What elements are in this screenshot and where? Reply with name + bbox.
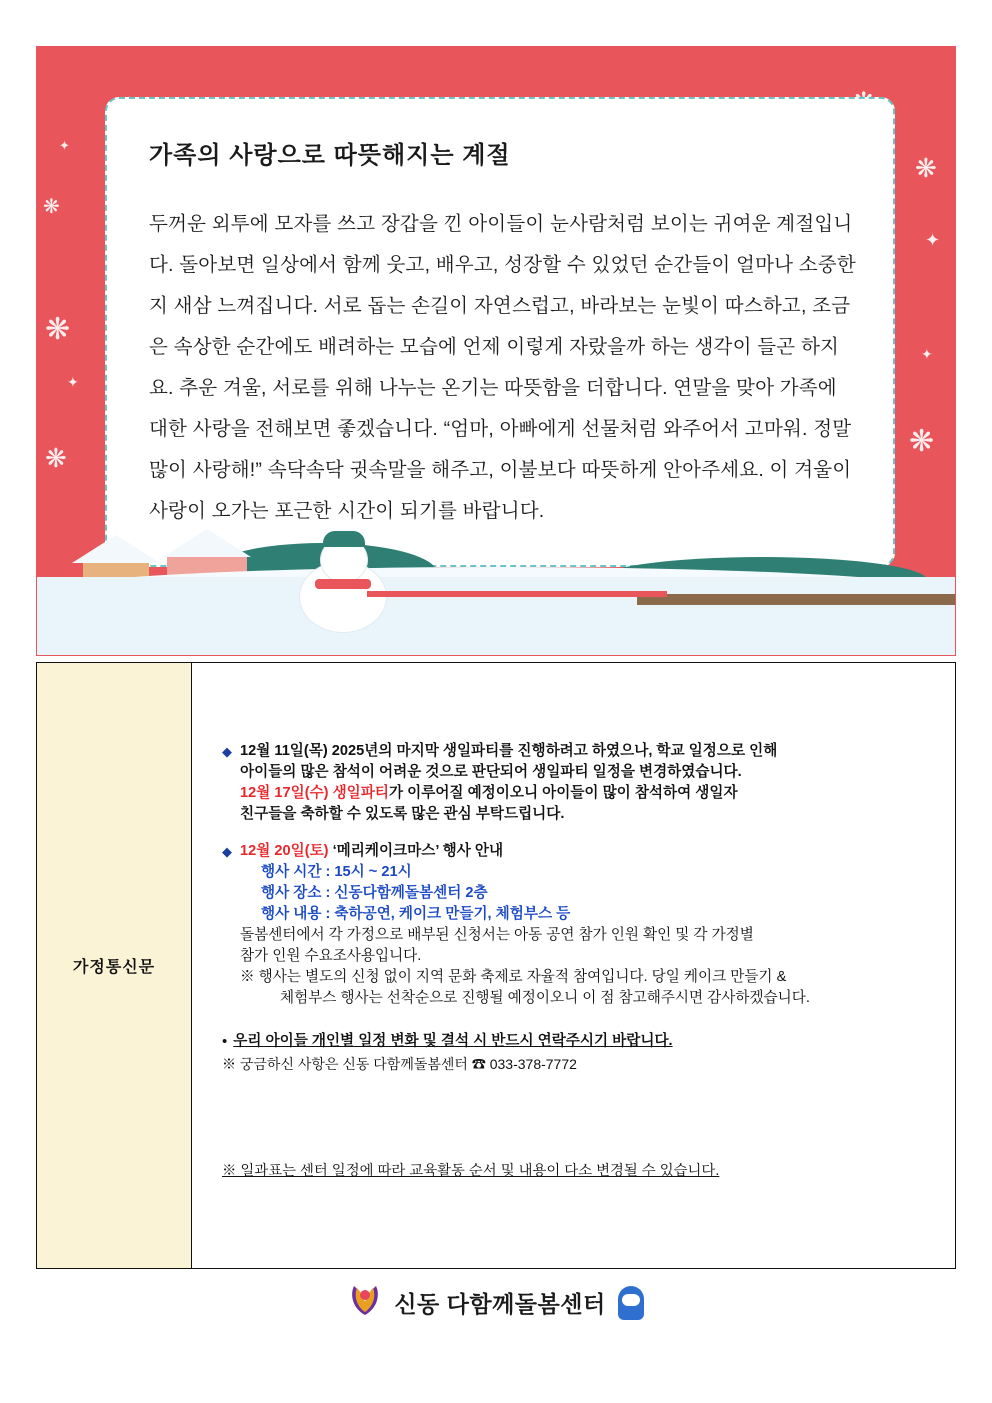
dot-bullet-icon: • [222, 1033, 228, 1050]
notice-item1-line3-highlight: 12월 17일(수) 생일파티 [240, 785, 389, 801]
snowflake-icon: ✦ [67, 374, 79, 390]
notice-item2-title: ‘메리케이크마스’ 행사 안내 [332, 843, 504, 859]
notice-table [36, 662, 956, 1269]
house-roof [72, 535, 160, 563]
house-roof [163, 529, 251, 557]
notice-item2-time: 행사 시간 : 15시 ~ 21시 [261, 864, 412, 880]
footer [0, 1282, 992, 1323]
notice-item-3 [222, 1031, 929, 1052]
letter-title: 가족의 사랑으로 따뜻해지는 계절 [149, 142, 511, 169]
notice-footnote-text: ※ 일과표는 센터 일정에 따라 교육활동 순서 및 내용이 다소 변경될 수 있습니다. [222, 1163, 720, 1179]
snowflake-icon: ✦ [925, 230, 941, 250]
snowflake-icon: ✦ [59, 138, 70, 153]
phone-icon: ☎ [471, 1056, 486, 1072]
notice-item2-note2: 체험부스 행사는 선착순으로 진행될 예정이오니 이 점 참고해주시면 감사하겠습니다. [280, 990, 810, 1006]
snowflake-icon: ✦ [921, 346, 933, 362]
mascot-icon [618, 1286, 644, 1320]
notice-item1-line1: 12월 11일(목) 2025년의 마지막 생일파티를 진행하려고 하였으나, 학교 일정으로 인해 [240, 743, 778, 759]
notice-item1-line2: 아이들의 많은 참석이 어려운 것으로 판단되어 생일파티 일정을 변경하였습니다. [240, 764, 742, 780]
notice-item-2 [222, 841, 929, 1009]
snowflake-icon: ❋ [45, 443, 67, 473]
snowman-hat [323, 531, 365, 547]
winter-scene [37, 525, 955, 655]
snowflake-icon: ❋ [915, 153, 937, 183]
notice-item2-note1: ※ 행사는 별도의 신청 없이 지역 문화 축제로 자율적 참여입니다. 당일 케이크 만들기 & [240, 969, 787, 985]
snowman-scarf [315, 579, 371, 589]
notice-label: 가정통신문 [37, 663, 192, 1268]
banner [36, 46, 956, 656]
center-name: 신동 다함께돌봄센터 [394, 1291, 606, 1317]
notice-item3-text: 우리 아이들 개인별 일정 변화 및 결석 시 반드시 연락주시기 바랍니다. [233, 1033, 673, 1049]
notice-content [192, 663, 955, 1268]
notice-item2-desc2: 참가 인원 수요조사용입니다. [240, 948, 422, 964]
notice-item2-desc1: 돌봄센터에서 각 가정으로 배부된 신청서는 아동 공연 참가 인원 확인 및 각 가정별 [240, 927, 754, 943]
snowman-scarf-tail [367, 591, 667, 597]
snow-ground [37, 577, 955, 655]
heart-logo-icon [348, 1282, 382, 1323]
snowflake-icon: ❋ [43, 196, 60, 218]
diamond-bullet-icon: ◆ [222, 844, 232, 859]
notice-item2-place: 행사 장소 : 신동다함께돌봄센터 2층 [261, 885, 488, 901]
snowflake-icon: ❋ [909, 425, 935, 458]
notice-item1-line3-rest: 가 이루어질 예정이오니 아이들이 많이 참석하여 생일자 [388, 785, 738, 801]
snowflake-icon: ❋ [45, 313, 71, 346]
diamond-bullet-icon: ◆ [222, 744, 232, 759]
notice-contact-phone: 033-378-7772 [489, 1056, 577, 1072]
notice-contact [222, 1054, 929, 1075]
notice-item2-date: 12월 20일(토) [240, 843, 329, 859]
letter-card [105, 97, 895, 567]
notice-contact-prefix: ※ 궁금하신 사항은 신동 다함께돌봄센터 [222, 1056, 468, 1072]
letter-body: 두꺼운 외투에 모자를 쓰고 장갑을 낀 아이들이 눈사람처럼 보이는 귀여운 계절입니다. 돌아보면 일상에서 함께 웃고, 배우고, 성장할 수 있었던 순간들이 얼마나 소중한지 새삼 느껴집니다. 서로 돕는 손길이 자연스럽고, 바라보는 눈빛이 따스하고, 조금은 속상한 순간에도 배려하는 모습에 언제 이렇게 자랐을까 하는 생각이 들곤 하지요. 추운 겨울, 서로를 위해 나누는 온기는 따뜻함을 더합니다. 연말을 맞아 가족에 대한 사랑을 전해보면 좋겠습니다. “엄마, 아빠에게 선물처럼 와주어서 고마워. 정말 많이 사랑해!” 속닥속닥 귓속말을 해주고, 이불보다 따뜻하게 안아주세요. 이 겨울이 사랑이 오가는 포근한 시간이 되기를 바랍니다. [149, 213, 856, 522]
fence-shape [637, 594, 955, 605]
notice-footnote [222, 1161, 929, 1182]
notice-item1-line4: 친구들을 축하할 수 있도록 많은 관심 부탁드립니다. [240, 806, 565, 822]
notice-item-1 [222, 741, 929, 825]
notice-item2-content: 행사 내용 : 축하공연, 케이크 만들기, 체험부스 등 [261, 906, 571, 922]
